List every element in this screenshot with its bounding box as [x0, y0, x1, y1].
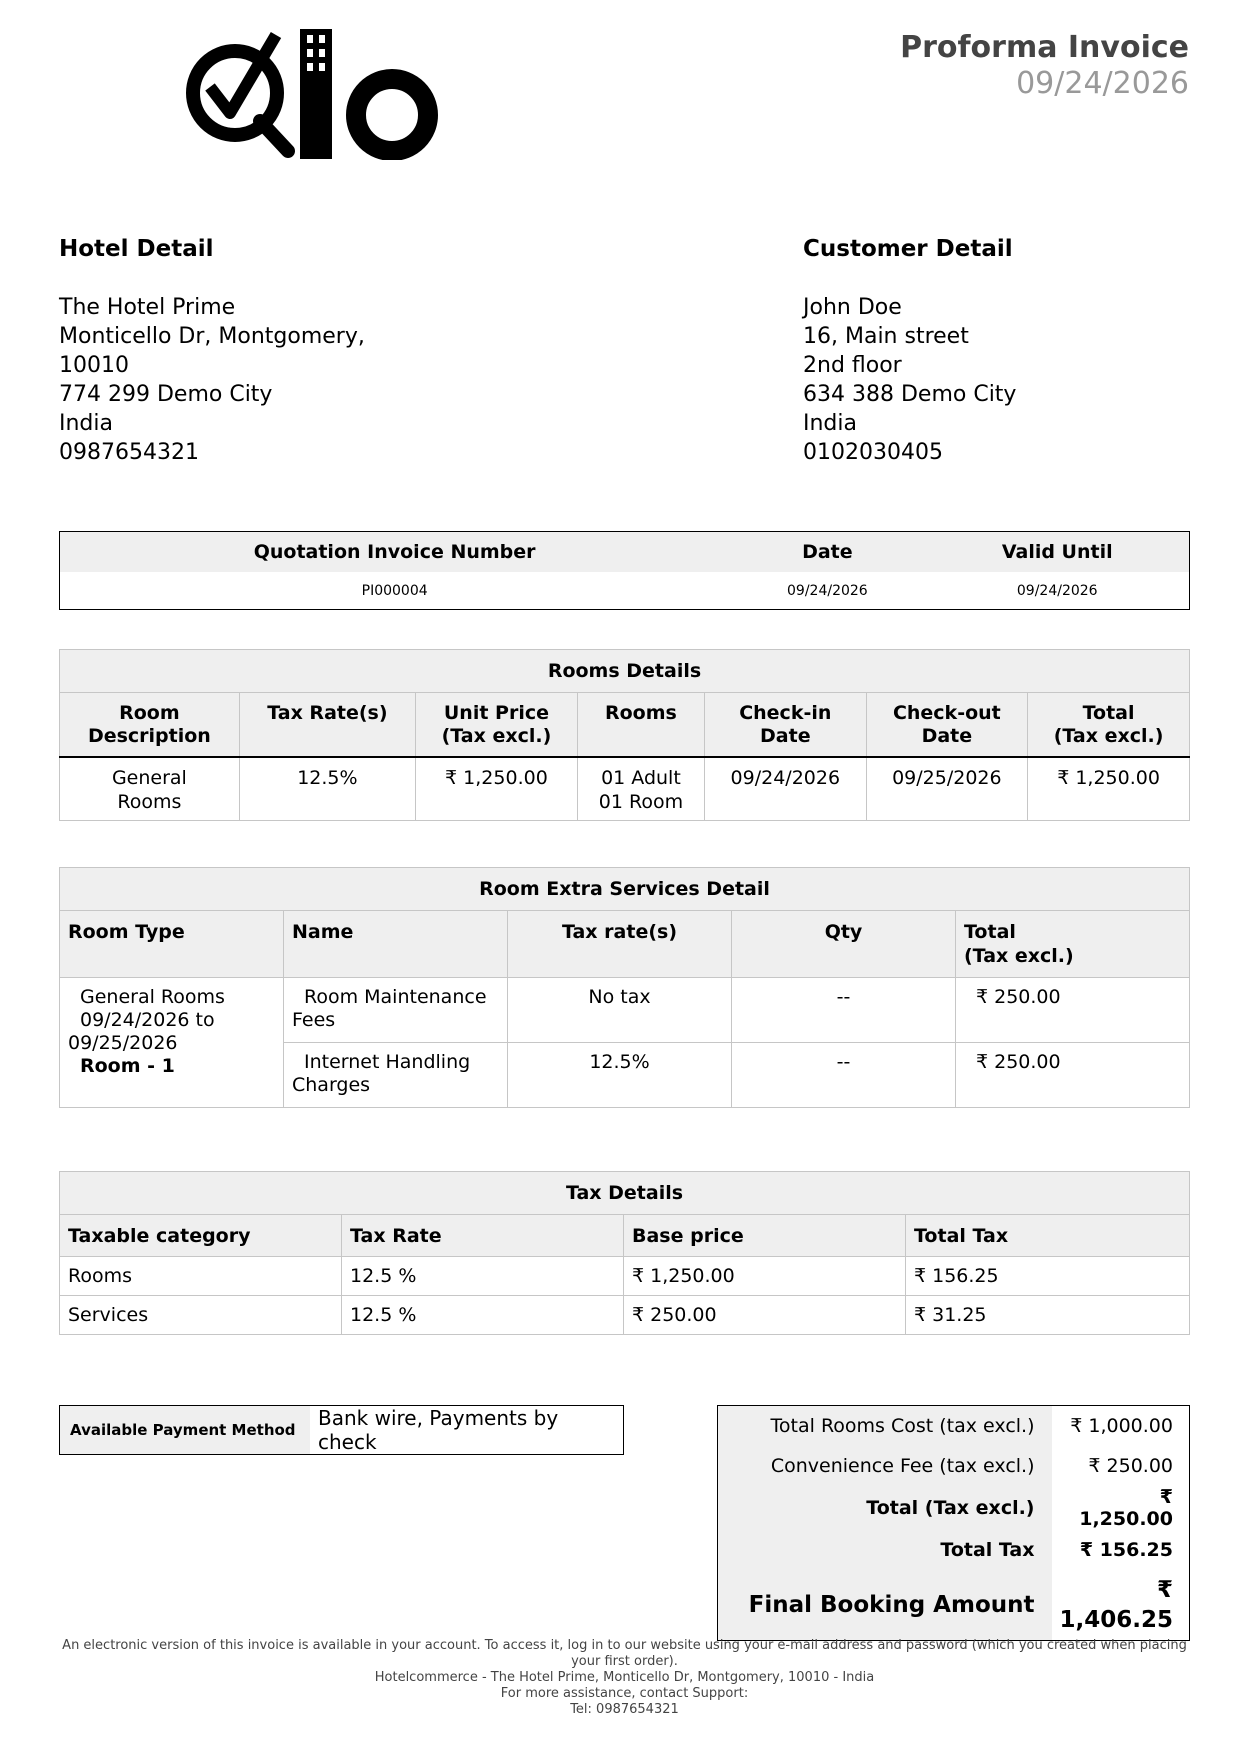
tax-details-table: [59, 1171, 1190, 1335]
customer-detail: [803, 293, 1016, 467]
total-tax-value: ₹ 156.25: [1079, 1539, 1173, 1561]
customer-phone: 0102030405: [803, 440, 943, 465]
extra-services-table: [59, 867, 1190, 1108]
footer-support-note: For more assistance, contact Support:: [500, 1686, 749, 1701]
extras-service-name: Internet Handling Charges: [284, 1043, 508, 1108]
quotation-date: 09/24/2026: [787, 582, 868, 599]
tax-rate: 12.5 %: [342, 1296, 624, 1335]
extras-header-total: Total (Tax excl.): [956, 911, 1190, 978]
rooms-header-checkout: Check-out Date: [866, 693, 1028, 758]
room-unit-price: ₹ 1,250.00: [416, 757, 578, 821]
extras-room-type: General Rooms 09/24/2026 to 09/25/2026 Room - 1: [60, 978, 284, 1108]
hotel-postcode: 10010: [59, 353, 129, 378]
rooms-header-description: Room Description: [60, 693, 240, 758]
tax-header-total: Total Tax: [906, 1215, 1190, 1257]
extras-service-name: Room Maintenance Fees: [284, 978, 508, 1043]
extras-header-tax: Tax rate(s): [508, 911, 732, 978]
tax-base-price: ₹ 1,250.00: [624, 1257, 906, 1296]
tax-category: Rooms: [60, 1257, 342, 1296]
payment-method-label: Available Payment Method: [60, 1406, 311, 1455]
tax-caption: Tax Details: [60, 1172, 1190, 1215]
extras-service-total: ₹ 250.00: [956, 978, 1190, 1043]
tax-rate: 12.5 %: [342, 1257, 624, 1296]
payment-method-box: [59, 1405, 624, 1455]
room-tax-rate: 12.5%: [239, 757, 415, 821]
customer-detail-heading: Customer Detail: [803, 236, 1013, 262]
footer-company-address: Hotelcommerce - The Hotel Prime, Monticello Dr, Montgomery, 10010 - India: [374, 1670, 875, 1685]
rooms-header-total: Total (Tax excl.): [1028, 693, 1190, 758]
convenience-fee-label: Convenience Fee (tax excl.): [718, 1446, 1052, 1486]
tax-header-base: Base price: [624, 1215, 906, 1257]
extras-header-qty: Qty: [732, 911, 956, 978]
quotation-number: PI000004: [361, 582, 428, 599]
customer-city: 634 388 Demo City: [803, 382, 1017, 407]
rooms-header-checkin: Check-in Date: [705, 693, 867, 758]
extras-header-name: Name: [284, 911, 508, 978]
convenience-fee-value: ₹ 250.00: [1088, 1455, 1173, 1477]
extras-service-qty: --: [732, 978, 956, 1043]
hotel-name: The Hotel Prime: [59, 295, 236, 320]
hotel-phone: 0987654321: [59, 440, 199, 465]
table-row: [60, 1296, 1190, 1335]
room-occupancy: 01 Adult 01 Room: [577, 757, 704, 821]
final-booking-amount-label: Final Booking Amount: [718, 1570, 1052, 1641]
document-title: Proforma Invoice: [900, 30, 1189, 65]
rooms-table: [59, 649, 1190, 821]
rooms-header-rooms: Rooms: [577, 693, 704, 758]
room-checkout-date: 09/25/2026: [866, 757, 1028, 821]
hotel-address-line: Monticello Dr, Montgomery,: [59, 324, 365, 349]
hotel-detail-heading: Hotel Detail: [59, 236, 214, 262]
totals-box: [717, 1405, 1190, 1641]
quotation-number-header: Quotation Invoice Number: [60, 532, 730, 573]
document-date: 09/24/2026: [1016, 66, 1189, 101]
customer-country: India: [803, 411, 857, 436]
quotation-valid-until: 09/24/2026: [1016, 582, 1098, 599]
final-booking-amount-value: ₹ 1,406.25: [1059, 1577, 1173, 1633]
total-tax-label: Total Tax: [718, 1530, 1052, 1570]
extras-caption: Room Extra Services Detail: [60, 868, 1190, 911]
tax-category: Services: [60, 1296, 342, 1335]
customer-name: John Doe: [803, 295, 902, 320]
hotel-detail: [59, 293, 365, 467]
extras-header-room-type: Room Type: [60, 911, 284, 978]
footer-phone: Tel: 0987654321: [570, 1702, 679, 1717]
footer-electronic-note: An electronic version of this invoice is available in your account. To access it, log in to our website using your e-mail address and password (which you created when placing your first order).: [62, 1638, 1187, 1669]
payment-method-value: Bank wire, Payments by check: [318, 1406, 559, 1454]
qlo-logo: [180, 25, 450, 160]
tax-header-rate: Tax Rate: [342, 1215, 624, 1257]
room-checkin-date: 09/24/2026: [705, 757, 867, 821]
quotation-date-header: Date: [729, 532, 925, 573]
total-rooms-cost-value: ₹ 1,000.00: [1070, 1415, 1173, 1437]
invoice-footer: [59, 1638, 1190, 1718]
tax-base-price: ₹ 250.00: [624, 1296, 906, 1335]
tax-total: ₹ 156.25: [906, 1257, 1190, 1296]
rooms-header-unit-price: Unit Price (Tax excl.): [416, 693, 578, 758]
total-tax-excl-label: Total (Tax excl.): [718, 1486, 1052, 1530]
total-tax-excl-value: ₹ 1,250.00: [1079, 1486, 1173, 1530]
total-rooms-cost-label: Total Rooms Cost (tax excl.): [718, 1406, 1052, 1447]
room-total: ₹ 1,250.00: [1028, 757, 1190, 821]
customer-address-line1: 16, Main street: [803, 324, 969, 349]
customer-address-line2: 2nd floor: [803, 353, 902, 378]
quotation-valid-header: Valid Until: [925, 532, 1189, 573]
room-description: General Rooms: [60, 757, 240, 821]
rooms-header-tax: Tax Rate(s): [239, 693, 415, 758]
hotel-country: India: [59, 411, 113, 436]
extras-service-tax: No tax: [508, 978, 732, 1043]
rooms-caption: Rooms Details: [60, 650, 1190, 693]
tax-total: ₹ 31.25: [906, 1296, 1190, 1335]
extras-service-total: ₹ 250.00: [956, 1043, 1190, 1108]
hotel-city: 774 299 Demo City: [59, 382, 273, 407]
tax-header-category: Taxable category: [60, 1215, 342, 1257]
table-row: [60, 978, 1190, 1043]
table-row: [60, 757, 1190, 821]
quotation-table: [59, 531, 1190, 610]
table-row: [60, 1257, 1190, 1296]
extras-service-qty: --: [732, 1043, 956, 1108]
extras-service-tax: 12.5%: [508, 1043, 732, 1108]
